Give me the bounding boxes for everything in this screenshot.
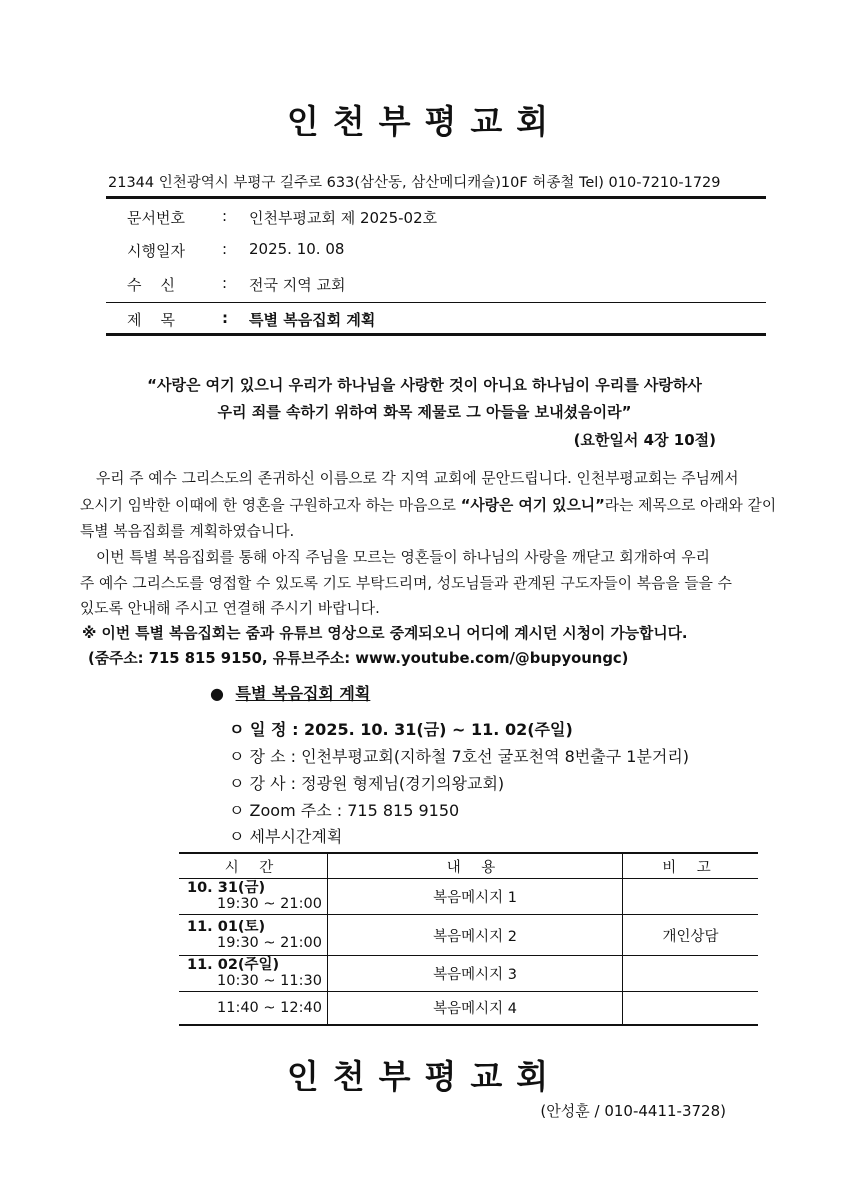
content-cell: 복음메시지 4 (328, 992, 623, 1025)
paragraph-2-line-1: 이번 특별 복음집회를 통해 아직 주님을 모르는 영혼들이 하나님의 사랑을 깨닫고 회개하여 우리 (96, 549, 710, 566)
time-cell (179, 879, 328, 915)
meta-divider (106, 302, 766, 303)
plan-item-speaker: ㅇ 강 사 : 정광원 형제님(경기의왕교회) (229, 774, 505, 793)
recipient-label: 수 신 (127, 276, 176, 294)
subject-label: 제 목 (127, 311, 176, 329)
content-cell: 복음메시지 2 (328, 915, 623, 956)
note-cell (623, 879, 759, 915)
session-time: 19:30 ~ 21:00 (217, 896, 322, 912)
church-title: 인천부평교회 (286, 102, 563, 141)
colon: : (222, 309, 228, 327)
bullet-icon: ● (210, 684, 224, 703)
paragraph-1-line-2 (80, 494, 776, 515)
doc-number-row (127, 207, 727, 227)
subject-value: 특별 복음집회 계획 (249, 311, 376, 329)
colon: : (222, 274, 228, 292)
table-row (179, 956, 758, 992)
schedule-table (179, 852, 758, 1026)
broadcast-links: (줌주소: 715 815 9150, 유튜브주소: www.youtube.com/@bupyoungc) (88, 650, 629, 667)
colon: : (222, 240, 228, 258)
paragraph-1-line-2-text: 오시기 임박한 이때에 한 영혼을 구원하고자 하는 마음으로 (80, 497, 461, 514)
meta-bottom-rule (106, 333, 766, 336)
plan-item-detail-schedule: ㅇ 세부시간계획 (229, 827, 343, 846)
note-cell: 개인상담 (662, 928, 719, 945)
subject-row (127, 309, 727, 329)
paragraph-1-line-3: 특별 복음집회를 계획하였습니다. (80, 523, 295, 540)
session-date: 11. 02(주일) (187, 957, 280, 973)
doc-number-label: 문서번호 (127, 209, 185, 227)
note-cell (623, 956, 759, 992)
issue-date-label: 시행일자 (127, 242, 185, 260)
issue-date-value: 2025. 10. 08 (249, 240, 345, 258)
paragraph-1-line-1: 우리 주 예수 그리스도의 존귀하신 이름으로 각 지역 교회에 문안드립니다. 인천부평교회는 주님께서 (96, 470, 739, 487)
doc-number-value: 인천부평교회 제 2025-02호 (249, 209, 438, 227)
session-date: 11. 01(토) (187, 918, 266, 935)
header-note: 비 고 (623, 853, 759, 879)
table-row (179, 992, 758, 1025)
table-row (179, 879, 758, 915)
recipient-value: 전국 지역 교회 (249, 276, 346, 294)
sermon-title-quote: “사랑은 여기 있으니” (460, 497, 605, 514)
paragraph-1-line-2-end: 라는 제목으로 아래와 같이 (604, 497, 777, 514)
session-date: 10. 31(금) (187, 880, 266, 896)
session-time: 10:30 ~ 11:30 (217, 973, 322, 989)
table-row (179, 915, 758, 956)
session-time: 19:30 ~ 21:00 (217, 934, 322, 951)
note-cell (623, 992, 759, 1025)
plan-item-venue: ㅇ 장 소 : 인천부평교회(지하철 7호선 굴포천역 8번출구 1분거리) (229, 747, 690, 766)
plan-heading-text: 특별 복음집회 계획 (235, 684, 371, 703)
paragraph-2-line-2: 주 예수 그리스도를 영접할 수 있도록 기도 부탁드리며, 성도님들과 관계된 구도자들이 복음을 들을 수 (80, 575, 732, 592)
footer-church-title: 인천부평교회 (286, 1057, 563, 1096)
verse-line-1: “사랑은 여기 있으니 우리가 하나님을 사랑한 것이 아니요 하나님이 우리를 사랑하사 (147, 376, 702, 394)
paragraph-2-line-3: 있도록 안내해 주시고 연결해 주시기 바랍니다. (80, 600, 380, 617)
colon: : (222, 207, 228, 225)
verse-line-2: 우리 죄를 속하기 위하여 화목 제물로 그 아들을 보내셨음이라” (217, 403, 632, 421)
top-rule (106, 196, 766, 199)
address-line: 21344 인천광역시 부평구 길주로 633(삼산동, 삼산메디캐슬)10F 허종철 Tel) 010-7210-1729 (108, 175, 721, 191)
content-cell: 복음메시지 1 (328, 879, 623, 915)
broadcast-notice: ※ 이번 특별 복음집회는 줌과 유튜브 영상으로 중계되오니 어디에 계시던 시청이 가능합니다. (82, 625, 688, 642)
header-time: 시 간 (179, 853, 328, 879)
session-time: 11:40 ~ 12:40 (217, 999, 322, 1016)
time-cell (179, 992, 328, 1025)
issue-date-row (127, 240, 727, 260)
footer-contact: (안성훈 / 010-4411-3728) (540, 1102, 726, 1120)
plan-item-zoom: ㅇ Zoom 주소 : 715 815 9150 (229, 801, 460, 820)
plan-item-schedule: ㅇ 일 정 : 2025. 10. 31(금) ~ 11. 02(주일) (229, 720, 573, 739)
recipient-row (127, 274, 727, 294)
plan-heading (210, 681, 370, 704)
verse-reference: (요한일서 4장 10절) (573, 431, 716, 449)
time-cell (179, 956, 328, 992)
content-cell: 복음메시지 3 (328, 956, 623, 992)
table-header-row (179, 853, 758, 879)
header-content: 내 용 (328, 853, 623, 879)
time-cell (179, 915, 328, 956)
